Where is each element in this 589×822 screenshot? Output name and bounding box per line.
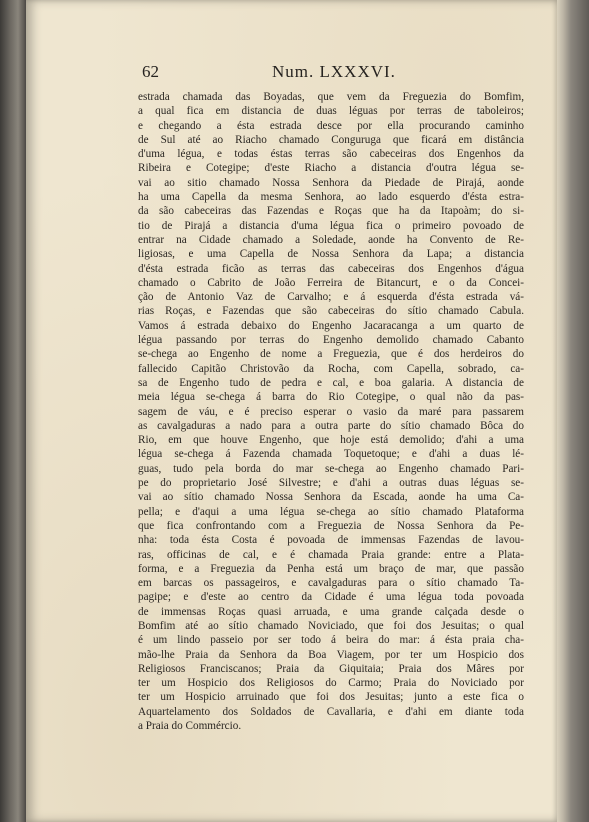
text-line: Aquartelamento dos Soldados de Cavallaria, e d'ahi em diante toda	[138, 705, 524, 718]
page-edge	[557, 0, 589, 822]
page-header	[142, 62, 522, 86]
text-line: em barcas os passageiros, e cavalgaduras para o sítio chamado Ta-	[138, 577, 524, 590]
text-line: rias Roças, e Fazendas que são cabeceiras do sítio chamado Cabula.	[138, 305, 524, 318]
text-line: guas, tudo pela borda do mar se-chega ao Engenho chamado Pari-	[138, 462, 524, 475]
text-line: estrada chamada das Boyadas, que vem da Freguezia do Bomfim,	[138, 91, 524, 103]
text-line: Religiosos Franciscanos; Praia da Giquitaia; Praia dos Mâres por	[138, 662, 524, 675]
text-line: d'uma légua, e todas éstas terras são cabeceiras dos Engenhos da	[138, 148, 524, 161]
text-line: ter um Hospicio arruinado que foi dos Jesuitas; junto a este fica o	[138, 691, 524, 704]
text-line: pagipe; e d'este ao centro da Cidade é uma légua toda povoada	[138, 591, 524, 604]
text-line: de Sul até ao Riacho chamado Conguruga que ficará em distância	[138, 133, 524, 146]
text-line: tio de Pirajá a distancia d'uma légua fica o primeiro povoado de	[138, 219, 524, 232]
text-line: se-chega ao Engenho de nome a Freguezia, que é dos herdeiros do	[138, 348, 524, 361]
text-line: ras, officinas de cal, e é chamada Praia grande: entre a Plata-	[138, 548, 524, 561]
text-line: que fica confrontando com a Freguezia de Nossa Senhora da Pe-	[138, 519, 524, 532]
text-line: as cavalgaduras a nado para a outra parte do sítio chamado Bôca do	[138, 419, 524, 432]
text-line: forma, e a Freguezia da Penha está um braço de mar, que passão	[138, 562, 524, 575]
text-line: pe do proprietario José Silvestre; e d'ahi a outras duas léguas se-	[138, 477, 524, 490]
text-line: sagem de váu, e é preciso esperar o vasio da maré para passarem	[138, 405, 524, 418]
text-line: d'ésta estrada ficão as terras das cabeceiras dos Engenhos d'água	[138, 262, 524, 275]
text-line: légua se-chega á Fazenda chamada Toquetoque; e d'ahi a duas lé-	[138, 448, 524, 461]
text-line: a Praia do Commércio.	[138, 720, 242, 733]
text-line: entrar na Cidade chamado a Soledade, aonde ha Convento de Re-	[138, 233, 524, 246]
text-line: é um lindo passeio por ser todo á beira do mar: á ésta praia cha-	[138, 634, 524, 647]
text-line: ção de Antonio Vaz de Carvalho; e á esquerda d'ésta estrada vá-	[138, 291, 524, 304]
text-line: fallecido Capitão Christovão da Rocha, com Capella, sobrado, ca-	[138, 362, 524, 375]
text-line: mão-lhe Praia da Senhora da Boa Viagem, por ter um Hospicio dos	[138, 648, 524, 661]
text-line: meia légua se-chega á barra do Rio Cotegipe, o qual não da pas-	[138, 391, 524, 404]
text-line: vai ao sítio chamado Nossa Senhora da Escada, aonde ha uma Ca-	[138, 491, 524, 504]
text-line: pella; e d'aqui a uma légua se-chega ao sítio chamado Plataforma	[138, 505, 524, 518]
text-line: ter um Hospicio dos Religiosos do Carmo; Praia do Noviciado por	[138, 677, 524, 690]
text-line: Ribeira e Cotegipe; d'este Riacho a distancia d'outra légua se-	[138, 162, 524, 175]
text-line: ligiosas, e uma Capella de Nossa Senhora da Lapa; a distancia	[138, 248, 524, 261]
text-line: e chegando a ésta estrada desce por ella procurando caminho	[138, 119, 524, 132]
text-line: ha uma Capella da mesma Senhora, ao lado esquerdo d'ésta estra-	[138, 191, 524, 204]
text-line: chamado o Cabrito de João Ferreira de Bitancurt, e o da Concei-	[138, 276, 524, 289]
text-line: a qual fica em distancia de duas léguas por terras de taboleiros;	[138, 105, 524, 118]
text-line: nha: toda ésta Costa é povoada de immensas Fazendas de lavou-	[138, 534, 524, 547]
running-head: Num. LXXXVI.	[272, 62, 396, 81]
text-line: de immensas Roças quasi arruada, e uma grande calçada desde o	[138, 605, 524, 618]
text-line: Vamos á estrada debaixo do Engenho Jacaracanga a um quarto de	[138, 319, 524, 332]
text-line: Rio, em que houve Engenho, que hoje está demolido; d'ahi a uma	[138, 434, 524, 447]
text-line: vai ao sitio chamado Nossa Senhora da Piedade de Pirajá, aonde	[138, 176, 524, 189]
text-line: Bomfim até ao sítio chamado Noviciado, que foi dos Jesuitas; o qual	[138, 619, 524, 632]
text-line: da são cabeceiras das Fazendas e Roças que ha da Itapoàm; do si-	[138, 205, 524, 218]
text-line: légua passando por terras do Engenho demolido chamado Cabanto	[138, 334, 524, 347]
page-number: 62	[142, 62, 159, 81]
text-line: sa de Engenho tudo de pedra e cal, e boa galaria. A distancia de	[138, 376, 524, 389]
body-text	[138, 90, 524, 733]
